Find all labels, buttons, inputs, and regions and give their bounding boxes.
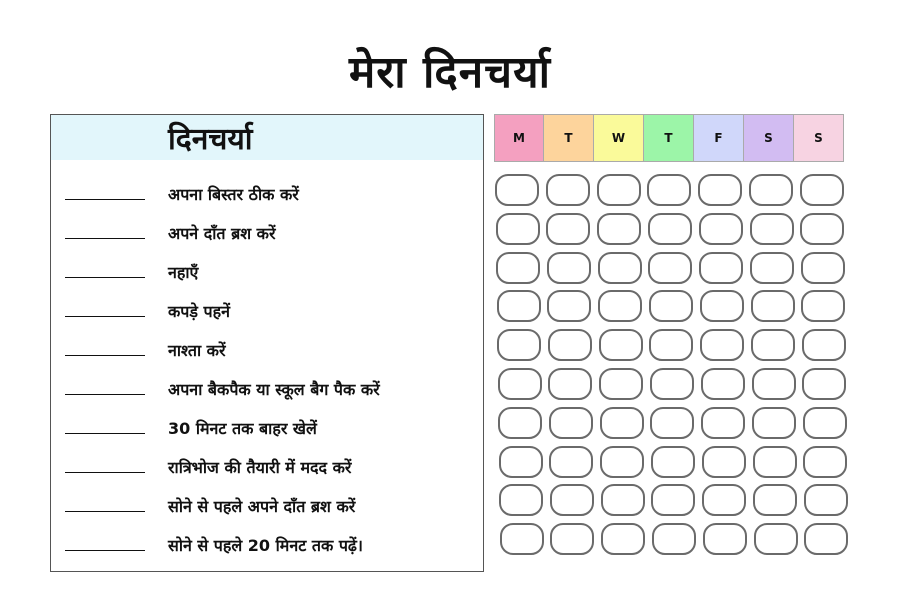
checkbox-cell[interactable] bbox=[550, 484, 594, 516]
checkbox-cell[interactable] bbox=[495, 174, 539, 206]
task-blank-line[interactable] bbox=[65, 277, 145, 278]
checkbox-cell[interactable] bbox=[800, 213, 844, 245]
checkbox-cell[interactable] bbox=[749, 174, 793, 206]
task-row bbox=[51, 483, 483, 522]
task-blank-line[interactable] bbox=[65, 511, 145, 512]
checkbox-cell[interactable] bbox=[698, 174, 742, 206]
day-cell-saturday: S bbox=[744, 114, 794, 162]
task-row bbox=[51, 444, 483, 483]
task-label: अपना बिस्तर ठीक करें bbox=[168, 185, 299, 204]
task-row bbox=[51, 171, 483, 210]
task-blank-line[interactable] bbox=[65, 433, 145, 434]
checkbox-cell[interactable] bbox=[547, 252, 591, 284]
checkbox-cell[interactable] bbox=[598, 290, 642, 322]
checkbox-cell[interactable] bbox=[700, 329, 744, 361]
checkbox-cell[interactable] bbox=[498, 368, 542, 400]
checkbox-cell[interactable] bbox=[752, 407, 796, 439]
checkbox-cell[interactable] bbox=[600, 446, 644, 478]
task-blank-line[interactable] bbox=[65, 355, 145, 356]
day-cell-wednesday: W bbox=[594, 114, 644, 162]
checkbox-cell[interactable] bbox=[804, 523, 848, 555]
checkbox-cell[interactable] bbox=[702, 484, 746, 516]
task-label: कपड़े पहनें bbox=[168, 302, 230, 321]
checkbox-cell[interactable] bbox=[699, 213, 743, 245]
checkbox-cell[interactable] bbox=[803, 446, 847, 478]
checkbox-cell[interactable] bbox=[500, 523, 544, 555]
checkbox-cell[interactable] bbox=[601, 484, 645, 516]
checkbox-cell[interactable] bbox=[754, 523, 798, 555]
checkbox-cell[interactable] bbox=[751, 329, 795, 361]
checkbox-cell[interactable] bbox=[751, 290, 795, 322]
day-cell-tuesday: T bbox=[544, 114, 594, 162]
task-label: रात्रिभोज की तैयारी में मदद करें bbox=[168, 458, 352, 477]
task-label: 30 मिनट तक बाहर खेलें bbox=[168, 419, 317, 438]
day-cell-friday: F bbox=[694, 114, 744, 162]
checkbox-cell[interactable] bbox=[600, 407, 644, 439]
checkbox-cell[interactable] bbox=[750, 213, 794, 245]
task-blank-line[interactable] bbox=[65, 550, 145, 551]
checkbox-cell[interactable] bbox=[753, 484, 797, 516]
task-label: नहाएँ bbox=[168, 263, 199, 282]
checkbox-cell[interactable] bbox=[499, 446, 543, 478]
day-cell-thursday: T bbox=[644, 114, 694, 162]
task-blank-line[interactable] bbox=[65, 316, 145, 317]
checkbox-cell[interactable] bbox=[546, 213, 590, 245]
routine-header bbox=[51, 115, 483, 160]
checkbox-cell[interactable] bbox=[701, 368, 745, 400]
checkbox-cell[interactable] bbox=[652, 523, 696, 555]
checkbox-cell[interactable] bbox=[498, 407, 542, 439]
task-list bbox=[51, 171, 483, 561]
checkbox-cell[interactable] bbox=[803, 407, 847, 439]
checkbox-cell[interactable] bbox=[651, 446, 695, 478]
task-label: सोने से पहले अपने दाँत ब्रश करें bbox=[168, 497, 356, 516]
checkbox-cell[interactable] bbox=[547, 290, 591, 322]
checkbox-cell[interactable] bbox=[548, 368, 592, 400]
day-cell-monday: M bbox=[494, 114, 544, 162]
checkbox-cell[interactable] bbox=[597, 213, 641, 245]
checkbox-cell[interactable] bbox=[701, 407, 745, 439]
checkbox-cell[interactable] bbox=[750, 252, 794, 284]
checkbox-cell[interactable] bbox=[497, 329, 541, 361]
checkbox-cell[interactable] bbox=[699, 252, 743, 284]
checkbox-cell[interactable] bbox=[753, 446, 797, 478]
page-title: मेरा दिनचर्या bbox=[348, 47, 552, 98]
task-blank-line[interactable] bbox=[65, 472, 145, 473]
checkbox-cell[interactable] bbox=[550, 523, 594, 555]
checkbox-cell[interactable] bbox=[496, 252, 540, 284]
checkbox-cell[interactable] bbox=[650, 407, 694, 439]
routine-header-label: दिनचर्या bbox=[168, 122, 253, 157]
checkbox-cell[interactable] bbox=[546, 174, 590, 206]
task-label: सोने से पहले 20 मिनट तक पढ़ें। bbox=[168, 536, 363, 555]
task-row bbox=[51, 327, 483, 366]
task-row bbox=[51, 288, 483, 327]
checkbox-cell[interactable] bbox=[649, 329, 693, 361]
task-row bbox=[51, 522, 483, 561]
checkbox-cell[interactable] bbox=[497, 290, 541, 322]
checkbox-cell[interactable] bbox=[648, 252, 692, 284]
checkbox-cell[interactable] bbox=[801, 252, 845, 284]
checkbox-cell[interactable] bbox=[499, 484, 543, 516]
checkbox-cell[interactable] bbox=[647, 174, 691, 206]
task-blank-line[interactable] bbox=[65, 199, 145, 200]
checkbox-cell[interactable] bbox=[648, 213, 692, 245]
task-label: अपने दाँत ब्रश करें bbox=[168, 224, 276, 243]
checkbox-cell[interactable] bbox=[549, 407, 593, 439]
checkbox-cell[interactable] bbox=[650, 368, 694, 400]
task-blank-line[interactable] bbox=[65, 394, 145, 395]
task-label: नाश्ता करें bbox=[168, 341, 226, 360]
task-row bbox=[51, 405, 483, 444]
checkbox-cell[interactable] bbox=[598, 252, 642, 284]
checkbox-cell[interactable] bbox=[651, 484, 695, 516]
weekday-header bbox=[494, 114, 846, 162]
task-row bbox=[51, 210, 483, 249]
day-cell-sunday: S bbox=[794, 114, 844, 162]
checkbox-cell[interactable] bbox=[549, 446, 593, 478]
checkbox-cell[interactable] bbox=[599, 329, 643, 361]
checkbox-cell[interactable] bbox=[702, 446, 746, 478]
task-row bbox=[51, 249, 483, 288]
checkbox-cell[interactable] bbox=[496, 213, 540, 245]
checkbox-cell[interactable] bbox=[703, 523, 747, 555]
checkbox-cell[interactable] bbox=[802, 368, 846, 400]
checkbox-cell[interactable] bbox=[601, 523, 645, 555]
task-blank-line[interactable] bbox=[65, 238, 145, 239]
task-label: अपना बैकपैक या स्कूल बैग पैक करें bbox=[168, 380, 380, 399]
checkbox-cell[interactable] bbox=[599, 368, 643, 400]
checkbox-cell[interactable] bbox=[700, 290, 744, 322]
checkbox-cell[interactable] bbox=[752, 368, 796, 400]
checkbox-cell[interactable] bbox=[802, 329, 846, 361]
checkbox-cell[interactable] bbox=[649, 290, 693, 322]
checkbox-cell[interactable] bbox=[801, 290, 845, 322]
checkbox-cell[interactable] bbox=[548, 329, 592, 361]
checkbox-cell[interactable] bbox=[597, 174, 641, 206]
checkbox-cell[interactable] bbox=[804, 484, 848, 516]
routine-panel bbox=[50, 114, 484, 572]
checkbox-cell[interactable] bbox=[800, 174, 844, 206]
task-row bbox=[51, 366, 483, 405]
